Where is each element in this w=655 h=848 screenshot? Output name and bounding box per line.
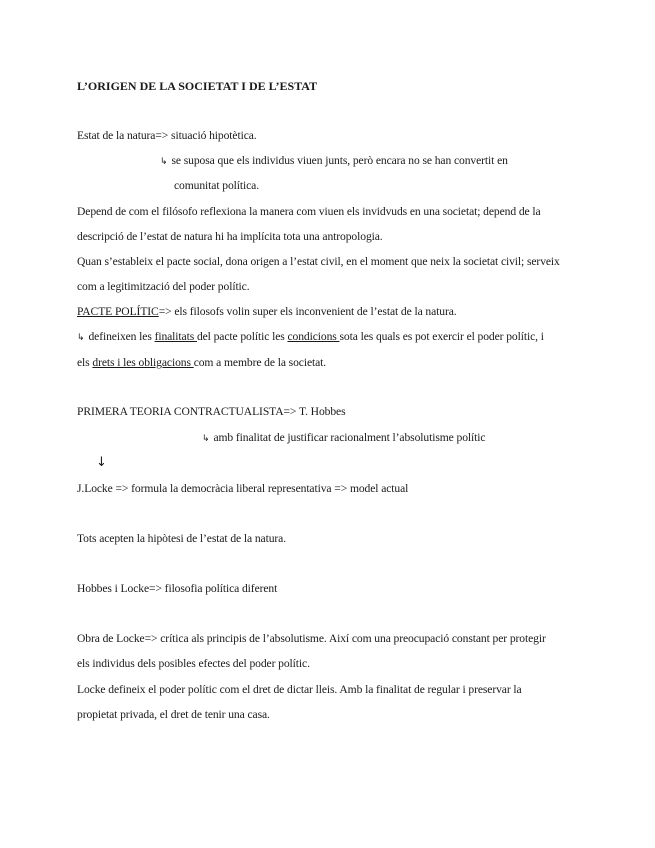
text-line	[77, 330, 544, 345]
text-line: J.Locke => formula la democràcia liberal representativa => model actual	[77, 482, 409, 495]
text-line: els individus dels posibles efectes del poder polític.	[77, 657, 310, 670]
text-line: Hobbes i Locke=> filosofia política diferent	[77, 582, 278, 595]
text-line: com a legitimització del poder polític.	[77, 280, 250, 293]
text-span: sota les quals es pot exercir el poder polític, i	[339, 330, 544, 343]
underlined-term: finalitats	[154, 330, 197, 343]
text-span: com a membre de la societat.	[193, 356, 327, 369]
underlined-term: PACTE POLÍTIC	[77, 305, 159, 318]
text-line: PRIMERA TEORIA CONTRACTUALISTA=> T. Hobbes	[77, 405, 346, 418]
text-span: del pacte polític les	[196, 330, 288, 343]
text-span: se suposa que els individus viuen junts, però encara no se han convertit en	[171, 154, 508, 167]
text-line: propietat privada, el dret de tenir una casa.	[77, 708, 270, 721]
page-title: L’ORIGEN DE LA SOCIETAT I DE L’ESTAT	[77, 79, 318, 93]
text-line	[96, 456, 107, 470]
text-line: Depend de com el filósofo reflexiona la manera com viuen els invidvuds en una societat; depend de la	[77, 205, 541, 218]
text-line: Locke defineix el poder polític com el dret de dictar lleis. Amb la finalitat de regular i preservar la	[77, 683, 522, 696]
text-line: descripció de l’estat de natura hi ha implícita tota una antropologia.	[77, 230, 383, 243]
hook-arrow-icon: ↳	[160, 157, 168, 167]
text-span: defineixen les	[88, 330, 155, 343]
hook-arrow-icon: ↳	[202, 434, 210, 444]
hook-arrow-icon: ↳	[77, 333, 85, 343]
underlined-term: drets i les obligacions	[92, 356, 194, 369]
text-line: Obra de Locke=> crítica als principis de l’absolutisme. Així com una preocupació constant per protegir	[77, 632, 546, 645]
text-line: Quan s’estableix el pacte social, dona origen a l’estat civil, en el moment que neix la societat civil; serveix	[77, 255, 560, 268]
text-line	[160, 154, 508, 169]
text-span: amb finalitat de justificar racionalment l’absolutisme polític	[213, 431, 486, 444]
text-line	[202, 431, 485, 446]
text-line: comunitat política.	[174, 179, 260, 192]
down-arrow-icon: ↓	[96, 455, 107, 470]
text-line: Tots acepten la hipòtesi de l’estat de la natura.	[77, 532, 287, 545]
underlined-term: condicions	[287, 330, 340, 343]
text-line: Estat de la natura=> situació hipotètica.	[77, 129, 257, 142]
text-line	[77, 356, 326, 370]
text-line	[77, 305, 457, 319]
text-span: => els filosofs volin super els inconvenient de l’estat de la natura.	[158, 305, 457, 318]
text-span: els	[77, 356, 93, 369]
